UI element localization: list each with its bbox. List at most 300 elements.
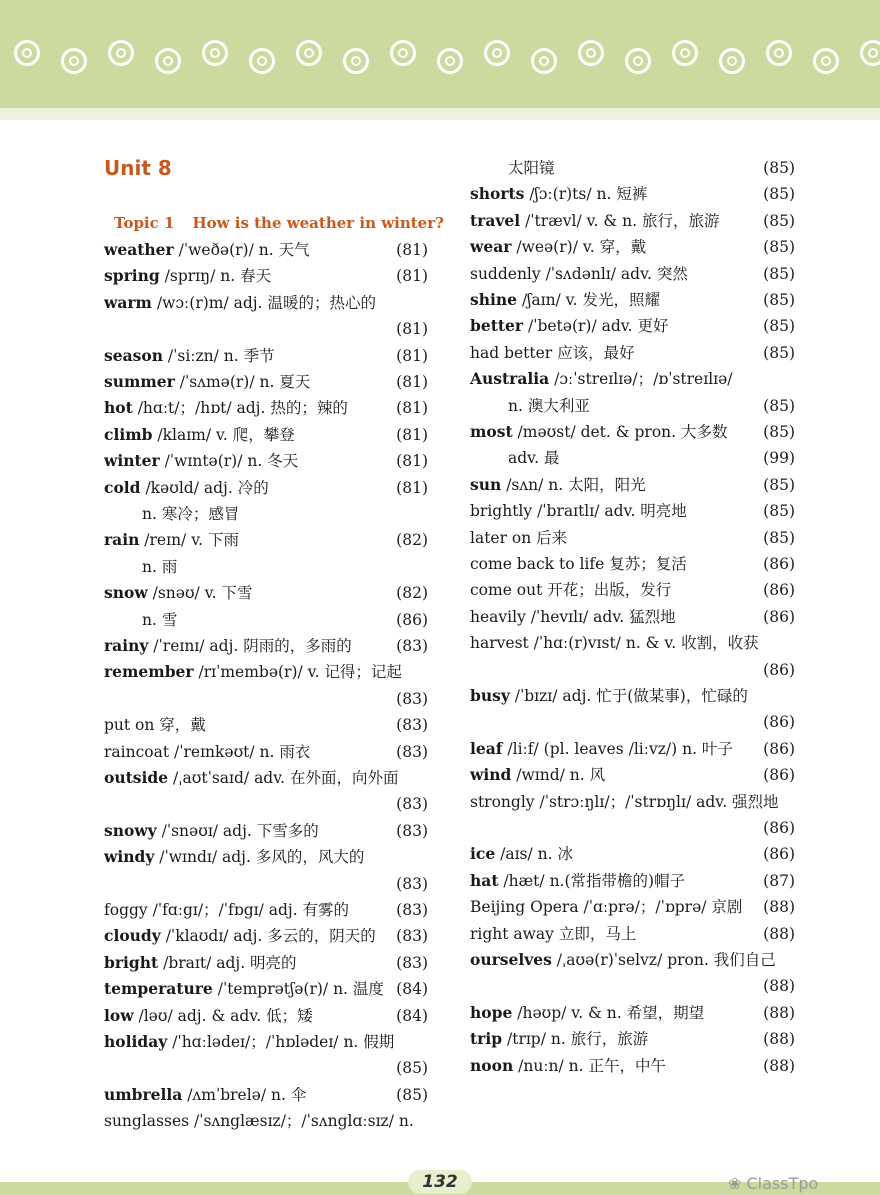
vocab-entry bbox=[104, 263, 428, 289]
definition: /weə(r)/ v. 穿，戴 bbox=[511, 238, 647, 257]
vocab-entry bbox=[104, 501, 428, 527]
vocab-entry bbox=[104, 369, 428, 395]
headword: Australia bbox=[470, 369, 550, 389]
definition: n. 澳大利亚 bbox=[508, 396, 590, 415]
entry-text bbox=[470, 1057, 666, 1075]
entry-text bbox=[104, 267, 271, 285]
definition: /snəʊ/ v. 下雪 bbox=[147, 584, 253, 603]
vocab-entry bbox=[104, 343, 428, 369]
page-ref: (86) bbox=[763, 660, 795, 679]
vocab-entry bbox=[470, 1053, 795, 1079]
ring-ornament bbox=[766, 40, 792, 66]
page-ref: (85) bbox=[763, 475, 795, 494]
headword: outside bbox=[104, 768, 169, 787]
definition: 太阳镜 bbox=[508, 159, 555, 177]
definition: /ˈweðə(r)/ n. 天气 bbox=[173, 241, 310, 259]
vocab-entry bbox=[470, 261, 795, 287]
ring-ornament bbox=[390, 40, 416, 66]
vocab-entry bbox=[470, 155, 795, 181]
entry-text bbox=[104, 1086, 306, 1104]
ring-ornament bbox=[14, 40, 40, 66]
vocab-entry bbox=[470, 630, 795, 656]
definition: n. 雨 bbox=[142, 557, 178, 576]
headword: ourselves bbox=[470, 950, 552, 969]
entry-text bbox=[104, 399, 348, 417]
headword: better bbox=[470, 316, 524, 336]
page-ref: (83) bbox=[396, 874, 428, 893]
page-ref: (81) bbox=[396, 452, 428, 471]
vocab-entry bbox=[104, 633, 428, 659]
vocab-entry bbox=[470, 868, 795, 894]
topic-label: Topic 1 bbox=[114, 214, 175, 232]
unit-title: Unit 8 bbox=[104, 156, 172, 180]
definition: /rɪˈmembə(r)/ v. 记得；记起 bbox=[193, 663, 402, 682]
entry-text bbox=[104, 716, 206, 734]
header-stripe bbox=[0, 108, 880, 120]
ring-ornament bbox=[578, 40, 604, 66]
vocab-entry bbox=[470, 313, 795, 339]
headword: wind bbox=[470, 765, 512, 785]
headword: bright bbox=[104, 952, 159, 972]
page-ref: (83) bbox=[396, 637, 428, 655]
page-number: 132 bbox=[408, 1170, 472, 1194]
vocab-entry bbox=[470, 762, 795, 788]
vocab-entry bbox=[104, 950, 428, 976]
entry-text bbox=[104, 769, 399, 787]
page-ref: (83) bbox=[396, 742, 428, 761]
definition: /ˈbetə(r)/ adv. 更好 bbox=[523, 317, 669, 336]
entry-text bbox=[470, 397, 590, 415]
entry-text bbox=[104, 927, 376, 945]
headword: summer bbox=[104, 372, 175, 391]
page-ref: (88) bbox=[763, 1030, 795, 1049]
vocab-entry bbox=[104, 237, 428, 263]
page-ref: (86) bbox=[763, 819, 795, 837]
entry-text bbox=[104, 558, 177, 576]
page-ref: (83) bbox=[396, 795, 428, 814]
definition: /ˈhɑːlədeɪ/；/ˈhɒlədeɪ/ n. 假期 bbox=[167, 1033, 395, 1051]
definition: /ˈsnəʊɪ/ adj. 下雪多的 bbox=[156, 821, 319, 840]
headword: remember bbox=[104, 662, 194, 682]
page-ref: (86) bbox=[763, 713, 795, 732]
definition: /braɪt/ adj. 明亮的 bbox=[158, 953, 297, 972]
vocab-entry bbox=[470, 789, 795, 815]
page-ref: (85) bbox=[763, 185, 795, 204]
definition: /hɑːt/；/hɒt/ adj. 热的；辣的 bbox=[132, 399, 348, 418]
entry-text bbox=[470, 370, 733, 388]
vocab-entry bbox=[470, 947, 795, 973]
definition: /ˈklaʊdɪ/ adj. 多云的，阴天的 bbox=[160, 927, 376, 946]
definition: /wɪnd/ n. 风 bbox=[511, 766, 606, 785]
page-ref: (81) bbox=[396, 320, 428, 339]
headword: windy bbox=[104, 847, 155, 867]
definition: /sprɪŋ/ n. 春天 bbox=[159, 267, 272, 286]
definition: harvest /ˈhɑː(r)vɪst/ n. & v. 收割，收获 bbox=[470, 634, 759, 653]
vocab-entry bbox=[470, 577, 795, 603]
entry-text bbox=[104, 1033, 394, 1051]
vocab-entry bbox=[104, 765, 428, 791]
vocab-entry bbox=[470, 736, 795, 762]
headword: rain bbox=[104, 530, 140, 550]
headword: umbrella bbox=[104, 1084, 183, 1104]
headword: busy bbox=[470, 686, 510, 705]
headword: leaf bbox=[470, 738, 503, 758]
vocab-entry bbox=[470, 1026, 795, 1052]
entry-text bbox=[470, 185, 647, 203]
definition: /ˈwɪntə(r)/ n. 冬天 bbox=[159, 452, 299, 471]
page-ref: (83) bbox=[396, 821, 428, 840]
entry-text bbox=[470, 476, 646, 494]
entry-text bbox=[104, 531, 239, 549]
page-ref: (85) bbox=[763, 317, 795, 336]
entry-text bbox=[470, 740, 733, 758]
headword: hope bbox=[470, 1002, 513, 1022]
page-ref: (85) bbox=[763, 396, 795, 415]
vocab-entry bbox=[470, 921, 795, 947]
entry-text bbox=[470, 1004, 704, 1022]
vocab-entry bbox=[470, 1000, 795, 1026]
page-ref: (88) bbox=[763, 1056, 795, 1075]
entry-text bbox=[104, 848, 364, 866]
definition: /ˈtemprətʃə(r)/ n. 温度 bbox=[212, 980, 384, 999]
definition: /wɔː(r)m/ adj. 温暖的；热心的 bbox=[151, 293, 376, 312]
vocab-entry bbox=[104, 923, 428, 949]
vocab-entry bbox=[104, 554, 428, 580]
entry-text bbox=[470, 238, 646, 256]
ring-ornament bbox=[484, 40, 510, 66]
watermark bbox=[728, 1174, 818, 1193]
headword: ice bbox=[470, 844, 496, 864]
definition: sunglasses /ˈsʌnglæsɪz/；/ˈsʌnglɑːsɪz/ n. bbox=[104, 1112, 414, 1131]
entry-text bbox=[470, 1030, 648, 1048]
entry-text bbox=[470, 687, 748, 705]
entry-text bbox=[104, 452, 298, 470]
entry-text bbox=[470, 212, 719, 230]
page-ref: (87) bbox=[763, 871, 795, 890]
definition: /ˈwɪndɪ/ adj. 多风的，风大的 bbox=[154, 848, 365, 867]
vocab-entry bbox=[104, 871, 428, 897]
decorative-circles bbox=[14, 38, 874, 78]
entry-text bbox=[470, 581, 671, 599]
entry-text bbox=[104, 1112, 414, 1130]
page-ref: (86) bbox=[396, 610, 428, 629]
page-ref: (81) bbox=[396, 425, 428, 444]
entry-text bbox=[104, 980, 384, 998]
entry-text bbox=[470, 766, 605, 784]
headword: sun bbox=[470, 474, 502, 494]
ring-ornament bbox=[343, 48, 369, 74]
vocab-entry bbox=[104, 976, 428, 1002]
page-ref: (86) bbox=[763, 607, 795, 626]
headword: shorts bbox=[470, 184, 525, 204]
ring-ornament bbox=[296, 40, 322, 66]
headword: cold bbox=[104, 477, 141, 497]
vocab-entry bbox=[470, 287, 795, 313]
page-ref: (86) bbox=[763, 581, 795, 600]
page-ref: (85) bbox=[763, 343, 795, 362]
watermark-text: ClassTpo bbox=[746, 1174, 819, 1193]
vocab-entry bbox=[104, 290, 428, 316]
entry-text bbox=[104, 584, 252, 602]
vocab-entry bbox=[470, 340, 795, 366]
headword: warm bbox=[104, 292, 152, 312]
headword: shine bbox=[470, 290, 518, 309]
ring-ornament bbox=[202, 40, 228, 66]
definition: /ʃaɪn/ v. 发光，照耀 bbox=[517, 291, 660, 309]
definition: /reɪn/ v. 下雨 bbox=[139, 531, 239, 550]
entry-text bbox=[470, 291, 660, 309]
headword: spring bbox=[104, 266, 160, 286]
vocab-entry bbox=[470, 234, 795, 260]
ring-ornament bbox=[108, 40, 134, 66]
entry-text bbox=[470, 608, 676, 626]
ring-ornament bbox=[249, 48, 275, 74]
page-ref: (83) bbox=[396, 689, 428, 708]
entry-text bbox=[104, 743, 310, 761]
page-ref: (85) bbox=[396, 1085, 428, 1104]
entry-text bbox=[104, 611, 177, 629]
page-ref: (83) bbox=[396, 927, 428, 946]
definition: /ˈsiːzn/ n. 季节 bbox=[162, 346, 275, 365]
definition: strongly /ˈstrɔːŋlɪ/；/ˈstrɒŋlɪ/ adv. 强烈地 bbox=[470, 792, 779, 811]
vocab-entry bbox=[104, 580, 428, 606]
definition: raincoat /ˈreɪnkəʊt/ n. 雨衣 bbox=[104, 742, 311, 761]
vocab-entry bbox=[104, 739, 428, 765]
page-ref: (81) bbox=[396, 241, 428, 259]
headword: weather bbox=[104, 240, 174, 259]
vocab-entry bbox=[104, 844, 428, 870]
definition: /ˌaʊtˈsaɪd/ adv. 在外面，向外面 bbox=[168, 769, 399, 787]
page-ref: (88) bbox=[763, 977, 795, 996]
vocab-entry bbox=[470, 709, 795, 735]
entry-text bbox=[104, 241, 310, 259]
entry-text bbox=[104, 426, 295, 444]
wechat-icon: ❀ bbox=[728, 1174, 747, 1193]
definition: /hæt/ n.(常指带檐的)帽子 bbox=[498, 871, 686, 890]
definition: foggy /ˈfɑːgɪ/；/ˈfɒgɪ/ adj. 有雾的 bbox=[104, 901, 350, 919]
headword: climb bbox=[104, 424, 153, 444]
headword: season bbox=[104, 345, 163, 365]
definition: /ˈreɪnɪ/ adj. 阴雨的，多雨的 bbox=[148, 637, 352, 655]
vocab-entry bbox=[104, 686, 428, 712]
entry-text bbox=[470, 265, 688, 283]
headword: hat bbox=[470, 870, 499, 890]
vocab-entry bbox=[470, 604, 795, 630]
vocab-entry bbox=[470, 657, 795, 683]
definition: heavily /ˈhevɪlɪ/ adv. 猛烈地 bbox=[470, 607, 676, 626]
page-ref: (84) bbox=[396, 980, 428, 999]
vocab-entry bbox=[470, 551, 795, 577]
definition: brightly /ˈbraɪtlɪ/ adv. 明亮地 bbox=[470, 502, 687, 521]
definition: n. 雪 bbox=[142, 610, 178, 629]
headword: temperature bbox=[104, 979, 213, 999]
entry-text bbox=[104, 1007, 313, 1025]
definition: adv. 最 bbox=[508, 449, 560, 468]
vocab-entry bbox=[104, 1003, 428, 1029]
page-ref: (83) bbox=[396, 716, 428, 735]
definition: /ˌaʊə(r)ˈselvz/ pron. 我们自己 bbox=[551, 951, 776, 969]
page-ref: (85) bbox=[763, 238, 795, 257]
entry-text bbox=[470, 555, 687, 573]
page-ref: (85) bbox=[396, 1059, 428, 1078]
ring-ornament bbox=[155, 48, 181, 74]
page-ref: (99) bbox=[763, 449, 795, 468]
definition: /ˈbɪzɪ/ adj. 忙于(做某事)，忙碌的 bbox=[509, 687, 748, 705]
entry-text bbox=[470, 634, 759, 652]
page-ref: (86) bbox=[763, 766, 795, 785]
entry-text bbox=[470, 344, 635, 362]
definition: /nuːn/ n. 正午，中午 bbox=[513, 1056, 667, 1075]
entry-text bbox=[470, 449, 559, 467]
page-ref: (85) bbox=[763, 211, 795, 230]
ring-ornament bbox=[437, 48, 463, 74]
vocab-entry bbox=[104, 607, 428, 633]
page-ref: (81) bbox=[396, 267, 428, 286]
page-ref: (85) bbox=[763, 528, 795, 547]
page-ref: (85) bbox=[763, 159, 795, 177]
page-ref: (85) bbox=[763, 291, 795, 309]
vocab-entry bbox=[104, 712, 428, 738]
headword: most bbox=[470, 422, 513, 441]
page-ref: (83) bbox=[396, 953, 428, 972]
headword: snow bbox=[104, 583, 148, 603]
entry-text bbox=[470, 898, 742, 916]
definition: /liːf/ (pl. leaves /liːvz/) n. 叶子 bbox=[502, 739, 733, 758]
entry-text bbox=[104, 901, 349, 919]
definition: /məʊst/ det. & pron. 大多数 bbox=[512, 423, 728, 441]
definition: n. 寒冷；感冒 bbox=[142, 505, 240, 523]
definition: right away 立即，马上 bbox=[470, 924, 637, 943]
vocab-entry bbox=[104, 1029, 428, 1055]
definition: put on 穿，戴 bbox=[104, 716, 206, 735]
entry-text bbox=[104, 373, 310, 391]
entry-text bbox=[470, 502, 687, 520]
vocab-entry bbox=[470, 525, 795, 551]
definition: /ləʊ/ adj. & adv. 低；矮 bbox=[133, 1006, 313, 1025]
entry-text bbox=[470, 872, 685, 890]
definition: /trɪp/ n. 旅行，旅游 bbox=[502, 1030, 649, 1049]
page-ref: (81) bbox=[396, 399, 428, 418]
vocab-entry bbox=[104, 316, 428, 342]
entry-text bbox=[104, 822, 319, 840]
headword: hot bbox=[104, 398, 133, 418]
topic-heading bbox=[114, 214, 444, 232]
definition: /klaɪm/ v. 爬，攀登 bbox=[152, 425, 295, 444]
vocab-entry bbox=[470, 472, 795, 498]
definition: come out 开花；出版，发行 bbox=[470, 581, 672, 600]
page-ref: (82) bbox=[396, 584, 428, 603]
page-ref: (81) bbox=[396, 478, 428, 497]
definition: had better 应该，最好 bbox=[470, 343, 635, 362]
vocab-entry bbox=[104, 1055, 428, 1081]
vocab-entry bbox=[104, 1108, 428, 1134]
vocab-entry bbox=[104, 791, 428, 817]
entry-text bbox=[470, 529, 567, 547]
page-ref: (83) bbox=[396, 901, 428, 919]
entry-text bbox=[104, 347, 275, 365]
entry-text bbox=[104, 637, 352, 655]
ring-ornament bbox=[61, 48, 87, 74]
page-ref: (81) bbox=[396, 346, 428, 365]
entry-text bbox=[104, 479, 269, 497]
ring-ornament bbox=[625, 48, 651, 74]
definition: suddenly /ˈsʌdənlɪ/ adv. 突然 bbox=[470, 264, 688, 283]
vocab-entry bbox=[104, 897, 428, 923]
entry-text bbox=[470, 159, 555, 177]
page-ref: (86) bbox=[763, 739, 795, 758]
page-ref: (85) bbox=[763, 423, 795, 441]
headword: trip bbox=[470, 1029, 503, 1049]
vocab-entry bbox=[104, 448, 428, 474]
page-ref: (82) bbox=[396, 531, 428, 550]
vocab-entry bbox=[470, 208, 795, 234]
vocab-entry bbox=[104, 818, 428, 844]
page-ref: (81) bbox=[396, 373, 428, 391]
entry-text bbox=[104, 954, 297, 972]
definition: /ˈsʌmə(r)/ n. 夏天 bbox=[174, 373, 311, 391]
vocab-entry bbox=[470, 445, 795, 471]
definition: /sʌn/ n. 太阳，阳光 bbox=[501, 475, 646, 494]
definition: /ʌmˈbrelə/ n. 伞 bbox=[182, 1085, 307, 1104]
headword: rainy bbox=[104, 636, 149, 655]
ring-ornament bbox=[860, 40, 880, 66]
headword: travel bbox=[470, 210, 521, 230]
definition: /kəʊld/ adj. 冷的 bbox=[140, 478, 269, 497]
vocab-entry bbox=[470, 181, 795, 207]
headword: cloudy bbox=[104, 926, 161, 946]
topic-name: How is the weather in winter? bbox=[192, 214, 444, 232]
entry-text bbox=[470, 845, 573, 863]
entry-text bbox=[104, 663, 402, 681]
page-ref: (88) bbox=[763, 1003, 795, 1022]
page-ref: (84) bbox=[396, 1006, 428, 1025]
headword: low bbox=[104, 1005, 134, 1025]
ring-ornament bbox=[531, 48, 557, 74]
definition: come back to life 复苏；复活 bbox=[470, 555, 687, 573]
headword: winter bbox=[104, 451, 160, 471]
entry-text bbox=[470, 925, 636, 943]
vocab-entry bbox=[470, 973, 795, 999]
vocab-entry bbox=[470, 393, 795, 419]
page-ref: (86) bbox=[763, 555, 795, 573]
definition: /aɪs/ n. 冰 bbox=[495, 845, 573, 864]
definition: /ˈtrævl/ v. & n. 旅行，旅游 bbox=[520, 211, 720, 230]
definition: /ʃɔː(r)ts/ n. 短裤 bbox=[524, 185, 648, 204]
headword: holiday bbox=[104, 1032, 168, 1051]
definition: /ɔːˈstreɪlɪə/；/ɒˈstreɪlɪə/ bbox=[549, 370, 733, 389]
vocab-entry bbox=[104, 475, 428, 501]
vocab-entry bbox=[470, 815, 795, 841]
page-ref: (85) bbox=[763, 264, 795, 283]
entry-text bbox=[104, 505, 239, 523]
entry-text bbox=[470, 951, 776, 969]
vocab-entry bbox=[104, 527, 428, 553]
vocab-entry bbox=[470, 894, 795, 920]
vocab-entry bbox=[470, 419, 795, 445]
page-ref: (88) bbox=[763, 924, 795, 943]
definition: Beijing Opera /ˈɑːprə/；/ˈɒprə/ 京剧 bbox=[470, 898, 743, 917]
ring-ornament bbox=[672, 40, 698, 66]
entry-text bbox=[104, 294, 376, 312]
page-ref: (85) bbox=[763, 502, 795, 521]
headword: wear bbox=[470, 237, 512, 257]
ring-ornament bbox=[813, 48, 839, 74]
definition: later on 后来 bbox=[470, 528, 568, 547]
page-ref: (86) bbox=[763, 845, 795, 864]
vocab-entry bbox=[104, 1082, 428, 1108]
vocab-entry bbox=[104, 659, 428, 685]
ring-ornament bbox=[719, 48, 745, 74]
